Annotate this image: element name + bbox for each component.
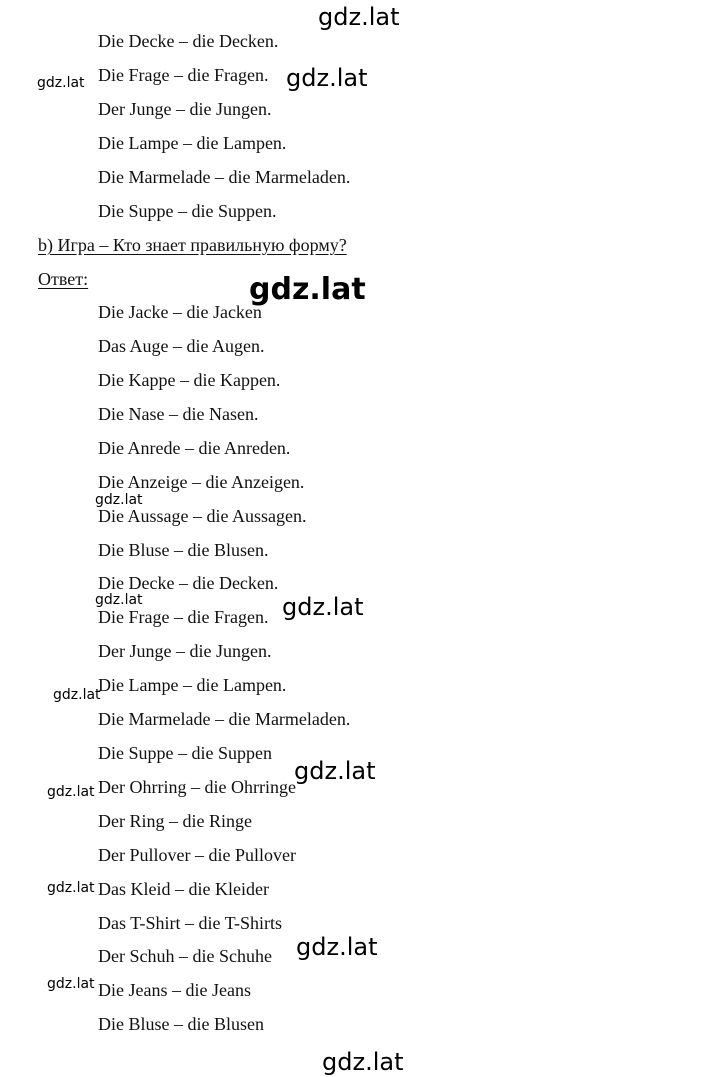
watermark: gdz.lat: [249, 272, 366, 307]
word-pair: Die Jeans – die Jeans: [98, 980, 251, 1000]
word-pair: Das T-Shirt – die T-Shirts: [98, 913, 283, 933]
word-pair: Die Marmelade – die Marmeladen.: [98, 167, 351, 187]
word-pair: Die Bluse – die Blusen: [98, 1014, 264, 1034]
watermark: gdz.lat: [318, 3, 400, 31]
word-pair: Der Pullover – die Pullover: [98, 845, 296, 865]
word-pair: Die Suppe – die Suppen.: [98, 201, 277, 221]
word-pair: Die Anzeige – die Anzeigen.: [98, 472, 305, 492]
watermark: gdz.lat: [47, 976, 95, 992]
watermark: gdz.lat: [37, 75, 85, 91]
watermark: gdz.lat: [47, 880, 95, 896]
word-pair: Die Lampe – die Lampen.: [98, 675, 287, 695]
word-pair: Der Ring – die Ringe: [98, 811, 252, 831]
answer-label: Ответ:: [38, 269, 89, 289]
word-pair: Der Junge – die Jungen.: [98, 99, 272, 119]
word-pair: Die Anrede – die Anreden.: [98, 438, 291, 458]
watermark: gdz.lat: [296, 933, 378, 961]
word-pair: Die Nase – die Nasen.: [98, 404, 259, 424]
watermark: gdz.lat: [95, 492, 143, 508]
word-pair: Die Kappe – die Kappen.: [98, 370, 281, 390]
word-pair: Die Marmelade – die Marmeladen.: [98, 709, 351, 729]
word-pair: Die Bluse – die Blusen.: [98, 540, 269, 560]
word-pair: Das Auge – die Augen.: [98, 336, 265, 356]
word-pair: Die Jacke – die Jacken: [98, 302, 262, 322]
watermark: gdz.lat: [322, 1048, 404, 1076]
word-pair: Die Aussage – die Aussagen.: [98, 506, 307, 526]
watermark: gdz.lat: [53, 687, 101, 703]
word-pair: Die Lampe – die Lampen.: [98, 133, 287, 153]
word-pair: Der Ohrring – die Ohrringe: [98, 777, 296, 797]
word-pair: Die Suppe – die Suppen: [98, 743, 272, 763]
word-pair: Die Decke – die Decken.: [98, 31, 279, 51]
word-pair: Die Frage – die Fragen.: [98, 607, 269, 627]
word-pair: Das Kleid – die Kleider: [98, 879, 269, 899]
word-pair: Der Schuh – die Schuhe: [98, 946, 272, 966]
section-title: b) Игра – Кто знает правильную форму?: [38, 235, 347, 255]
watermark: gdz.lat: [282, 593, 364, 621]
watermark: gdz.lat: [294, 757, 376, 785]
watermark: gdz.lat: [286, 64, 368, 92]
word-pair: Die Frage – die Fragen.: [98, 65, 269, 85]
watermark: gdz.lat: [95, 592, 143, 608]
watermark: gdz.lat: [47, 784, 95, 800]
word-pair: Die Decke – die Decken.: [98, 573, 279, 593]
word-pair: Der Junge – die Jungen.: [98, 641, 272, 661]
